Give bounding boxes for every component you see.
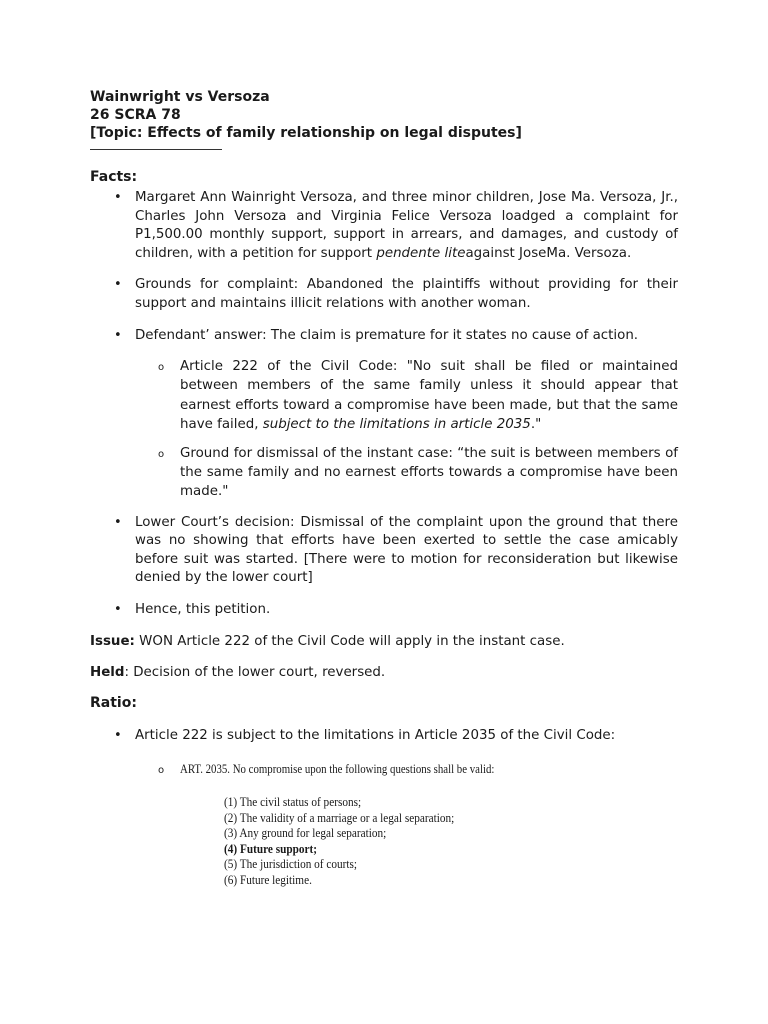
held-label: Held [90,664,125,680]
list-item [90,727,678,746]
facts-heading: Facts: [90,169,138,185]
sub-item-1-tail: ." [530,416,542,432]
facts-item-1-italic: pendente lite [376,245,466,261]
ratio-heading: Ratio: [90,694,137,711]
article-2035-intro: ART. 2035. No compromise upon the following questions shall be valid: [180,762,495,777]
list-item [90,357,678,434]
ratio-list [90,727,678,746]
bullet-icon: • [114,601,122,617]
article-item-1: (1) The civil status of persons; [224,795,362,810]
bullet-icon: • [114,514,122,530]
bullet-icon: • [114,327,122,343]
list-item [90,601,678,620]
sub-item-2-text: Ground for dismissal of the instant case: “the suit is between members of the same family and no earnest efforts towards a compromise have been made." [180,445,678,500]
facts-item-1-tail: against JoseMa. Versoza. [465,245,632,261]
list-item [90,444,678,502]
facts-item-5-text: Hence, this petition. [135,601,271,617]
list-item [90,760,678,779]
article-item-5: (5) The jurisdiction of courts; [224,857,358,872]
article-2035-list [224,795,624,888]
issue-paragraph [90,633,678,651]
article-item-2: (2) The validity of a marriage or a legal separation; [224,810,455,825]
facts-list [90,189,678,345]
sub-bullet-icon: o [158,765,165,777]
list-item [90,327,678,346]
bullet-icon: • [114,277,122,293]
issue-label: Issue: [90,633,135,649]
article-item-3: (3) Any ground for legal separation; [224,826,387,841]
case-citation: 26 SCRA 78 [90,107,181,123]
ratio-sub-list [90,760,678,779]
document-page [90,88,678,888]
sub-item-1-text: Article 222 of the Civil Code: "No suit shall be filed or maintained between members of the same family unless it should appear that earnest efforts toward a compromise have been made, but that the same have failed, [180,359,678,432]
header-divider [90,149,222,150]
issue-text: WON Article 222 of the Civil Code will apply in the instant case. [134,633,565,649]
held-paragraph [90,664,678,682]
case-title: Wainwright vs Versoza [90,89,270,105]
facts-item-4-text: Lower Court’s decision: Dismissal of the complaint upon the ground that there was no showing that efforts have been exerted to settle the case amicably before suit was started. [There were to motion for reconsideration but likewise denied by the lower court] [135,514,678,586]
sub-bullet-icon: o [158,362,165,374]
bullet-icon: • [114,727,122,743]
facts-list-continued [90,514,678,620]
sub-bullet-icon: o [158,448,165,460]
ratio-item-1-text: Article 222 is subject to the limitations in Article 2035 of the Civil Code: [135,727,616,743]
facts-item-2-text: Grounds for complaint: Abandoned the plaintiffs without providing for their support and maintains illicit relations with another woman. [135,277,678,311]
bullet-icon: • [114,190,122,205]
defendant-sub-list [90,357,678,501]
facts-item-1-text: Margaret Ann Wainright Versoza, and three minor children, Jose Ma. Versoza, Jr., Charles John Versoza and Virginia Felice Versoza loadged a complaint for P1,500.00 monthly support, support in arrears, and damages, and custody of children, with a petition for support [135,190,678,261]
case-topic: [Topic: Effects of family relationship on legal disputes] [90,125,522,141]
list-item [90,514,678,588]
facts-item-3-text: Defendant’ answer: The claim is premature for it states no cause of action. [135,327,639,343]
article-item-6: (6) Future legitime. [224,872,312,887]
article-item-4: (4) Future support; [224,841,318,856]
list-item [90,276,678,313]
list-item [90,189,678,263]
sub-item-1-italic: subject to the limitations in article 2035 [262,416,531,432]
held-text: : Decision of the lower court, reversed. [124,664,386,680]
